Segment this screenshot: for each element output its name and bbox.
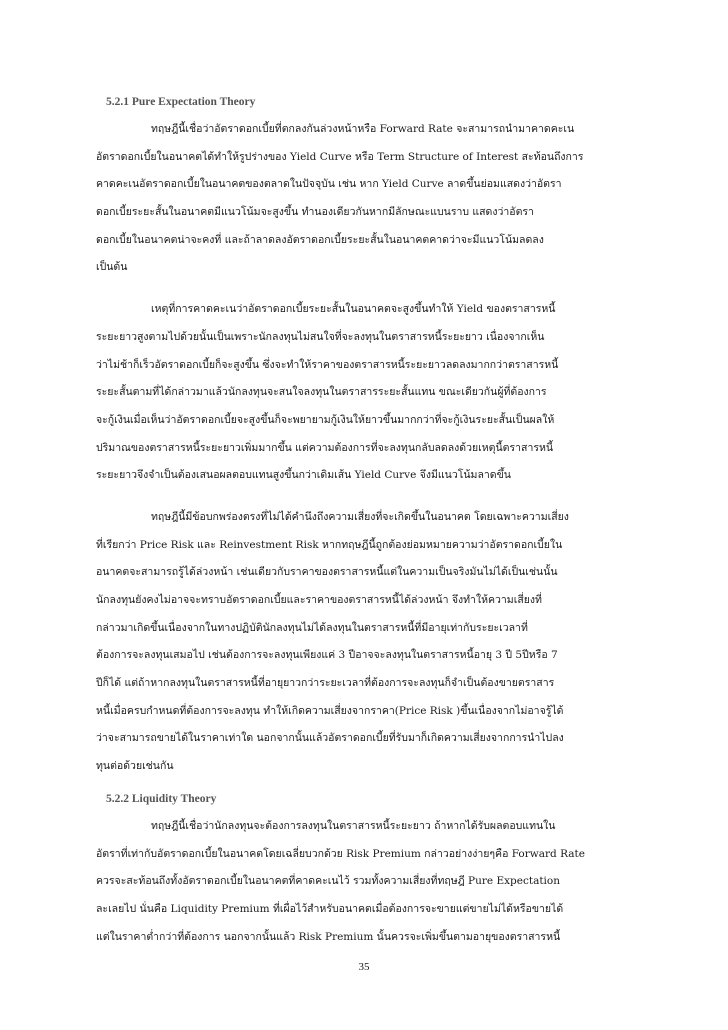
text-line: ดอกเบี้ยในอนาคตน่าจะคงที่ และถ้าลาดลงอัตราดอกเบี้ยระยะสั้นในอนาคตคาดว่าจะมีแนวโน้มลดลง — [96, 233, 544, 246]
text-line: หนี้เมื่อครบกำหนดที่ต้องการจะลงทุน ทำให้เกิดความเสี่ยงจากราคา(Price Risk )ขึ้นเนื่องจากไม่อาจรู้ได้ — [96, 704, 564, 717]
paragraph-2 — [96, 296, 631, 490]
text-line: ต้องการจะลงทุนเสมอไป เช่นต้องการจะลงทุนเพียงแค่ 3 ปีอาจจะลงทุนในตราสารหนี้อายุ 3 ปี 5ปีหรือ 7 — [96, 649, 558, 662]
text-line: ระยะยาวจึงจำเป็นต้องเสนอผลตอบแทนสูงขึ้นกว่าเดิมเส้น Yield Curve จึงมีแนวโน้มลาดขึ้น — [96, 469, 511, 482]
text-line: เป็นต้น — [96, 261, 128, 274]
text-line: กล่าวมาเกิดขึ้นเนื่องจากในทางปฏิบัตินักลงทุนไม่ได้ลงทุนในตราสารหนี้ที่มีอายุเท่ากับระยะเวลาที่ — [96, 621, 528, 634]
text-line: อัตราที่เท่ากับอัตราดอกเบี้ยในอนาคตโดยเฉลี่ยบวกด้วย Risk Premium กล่าวอย่างง่ายๆคือ Forward Rate — [96, 847, 585, 860]
text-line: ทฤษฎีนี้เชื่อว่าอัตราดอกเบี้ยที่ตกลงกันล่วงหน้าหรือ Forward Rate จะสามารถนำมาคาดคะเน — [151, 123, 575, 135]
text-line: เหตุที่การคาดคะเนว่าอัตราดอกเบี้ยระยะสั้นในอนาคตจะสูงขึ้นทำให้ Yield ของตราสารหนี้ — [151, 303, 556, 316]
text-line: นักลงทุนยังคงไม่อาจจะทราบอัตราดอกเบี้ยและราคาของตราสารหนี้ได้ล่วงหน้า จึงทำให้ความเสี่ยงที่ — [96, 594, 542, 606]
text-line: อนาคตจะสามารถรู้ได้ล่วงหน้า เช่นเดียวกับราคาของตราสารหนี้แต่ในความเป็นจริงมันไม่ได้เป็นเช่นนั้น — [96, 566, 558, 579]
paragraph-3 — [96, 504, 631, 781]
text-line: ว่าจะสามารถขายได้ในราคาเท่าใด นอกจากนั้นแล้วอัตราดอกเบี้ยที่รับมาก็เกิดความเสี่ยงจากการนำไปลง — [96, 732, 564, 745]
text-line: ที่เรียกว่า Price Risk และ Reinvestment Risk หากทฤษฎีนี้ถูกต้องย่อมหมายความว่าอัตราดอกเบี้ยใน — [96, 538, 563, 551]
text-line: ควรจะสะท้อนถึงทั้งอัตราดอกเบี้ยในอนาคตที่คาดคะเนไว้ รวมทั้งความเสี่ยงที่ทฤษฎี Pure Expectation — [96, 875, 560, 888]
text-line: อัตราดอกเบี้ยในอนาคตได้ทำให้รูปร่างของ Yield Curve หรือ Term Structure of Interest สะท้อนถึงการ — [96, 150, 584, 163]
text-line: ทฤษฎีนี้เชื่อว่านักลงทุนจะต้องการลงทุนในตราสารหนี้ระยะยาว ถ้าหากได้รับผลตอบแทนใน — [151, 819, 556, 832]
text-line: ทฤษฎีนี้มีข้อบกพร่องตรงที่ไม่ได้คำนึงถึงความเสี่ยงที่จะเกิดขึ้นในอนาคต โดยเฉพาะความเสี่ยง — [151, 510, 569, 523]
text-line: ระยะยาวสูงตามไปด้วยนั้นเป็นเพราะนักลงทุนไม่สนใจที่จะลงทุนในตราสารหนี้ระยะยาว เนื่องจากเห็น — [96, 330, 545, 343]
page-content — [96, 96, 631, 951]
text-line: ละเลยไป นั่นคือ Liquidity Premium ที่เผื่อไว้สำหรับอนาคตเมื่อต้องการจะขายแต่ขายไม่ได้หรือขายได้ — [96, 902, 564, 915]
text-line: ระยะสั้นตามที่ได้กล่าวมาแล้วนักลงทุนจะสนใจลงทุนในตราสารระยะสั้นแทน ขณะเดียวกันผู้ที่ต้องการ — [96, 386, 547, 399]
paragraph-spacer — [96, 282, 631, 296]
text-line: คาดคะเนอัตราดอกเบี้ยในอนาคตของตลาดในปัจจุบัน เช่น หาก Yield Curve ลาดขึ้นย่อมแสดงว่าอัตรา — [96, 178, 562, 191]
paragraph-1 — [96, 116, 631, 282]
text-line: จะกู้เงินเมื่อเห็นว่าอัตราดอกเบี้ยจะสูงขึ้นก็จะพยายามกู้เงินให้ยาวขึ้นมากกว่าที่จะกู้เงินระยะสั้นเป็นผลให้ — [96, 413, 555, 426]
text-line: แต่ในราคาต่ำกว่าที่ต้องการ นอกจากนั้นแล้ว Risk Premium นั้นควรจะเพิ่มขึ้นตามอายุของตราสารหนี้ — [96, 930, 561, 943]
page-number: 35 — [358, 961, 370, 973]
paragraph-4 — [96, 813, 631, 951]
text-line: ปริมาณของตราสารหนี้ระยะยาวเพิ่มมากขึ้น แต่ความต้องการที่จะลงทุนกลับลดลงด้วยเหตุนี้ตราสารหนี้ — [96, 441, 554, 454]
section-heading-pure-expectation: 5.2.1 Pure Expectation Theory — [106, 96, 256, 108]
text-line: ดอกเบี้ยระยะสั้นในอนาคตมีแนวโน้มจะสูงขึ้น ทำนองเดียวกันหากมีลักษณะแบนราบ แสดงว่าอัตรา — [96, 206, 534, 219]
paragraph-spacer — [96, 490, 631, 504]
text-line: ปีก็ได้ แต่ถ้าหากลงทุนในตราสารหนี้ที่อายุยาวกว่าระยะเวลาที่ต้องการจะลงทุนก็จำเป็นต้องขายตราสาร — [96, 677, 555, 690]
text-line: ทุนต่อด้วยเช่นกัน — [96, 760, 174, 773]
section-heading-liquidity: 5.2.2 Liquidity Theory — [106, 792, 217, 805]
section-spacer — [96, 781, 631, 793]
text-line: ว่าไม่ช้าก็เร็วอัตราดอกเบี้ยก็จะสูงขึ้น ซึ่งจะทำให้ราคาของตราสารหนี้ระยะยาวลดลงมากกว่าตราสารหนี้ — [96, 358, 559, 371]
